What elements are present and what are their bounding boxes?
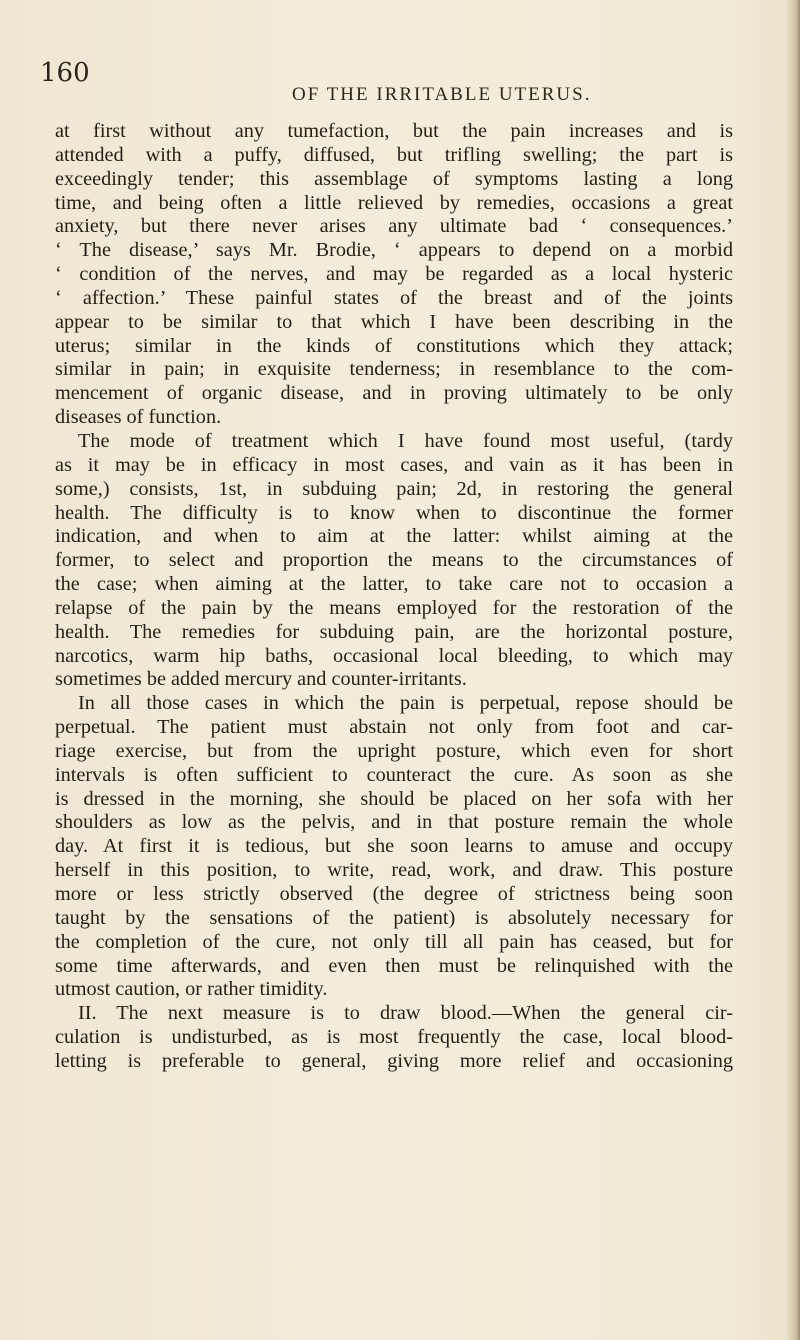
text-line: some time afterwards, and even then must be relinquished with the [55,954,733,977]
text-line: The mode of treatment which I have found most useful, (tardy [78,429,733,452]
text-line: at first without any tumefaction, but the pain increases and is [55,120,733,142]
text-line: anxiety, but there never arises any ultimate bad ‘ consequences.’ [55,215,733,238]
text-line: former, to select and proportion the means to the circumstances of [55,549,733,572]
page-number: 160 [40,58,90,88]
text-line: as it may be in efficacy in most cases, and vain as it has been in [55,453,733,476]
text-line: time, and being often a little relieved by remedies, occasions a great [55,191,733,214]
page-header [40,58,760,108]
text-line: sometimes be added mercury and counter-irritants. [55,668,467,691]
text-line: taught by the sensations of the patient) is absolutely necessary for [55,906,733,929]
text-line: utmost caution, or rather timidity. [55,978,328,1001]
text-line: letting is preferable to general, giving more relief and occasioning [55,1049,733,1072]
text-line: exceedingly tender; this assemblage of symptoms lasting a long [55,167,733,190]
text-line: day. At first it is tedious, but she soon learns to amuse and occupy [55,835,733,858]
body-text [55,120,733,1074]
text-line: health. The difficulty is to know when to discontinue the former [55,501,733,524]
text-line: indication, and when to aim at the latter: whilst aiming at the [55,525,733,548]
text-line: ‘ The disease,’ says Mr. Brodie, ‘ appears to depend on a morbid [55,239,733,262]
text-line: herself in this position, to write, read, work, and draw. This posture [55,859,733,882]
text-line: is dressed in the morning, she should be placed on her sofa with her [55,787,733,810]
text-line: ‘ affection.’ These painful states of the breast and of the joints [55,286,733,309]
text-line: narcotics, warm hip baths, occasional local bleeding, to which may [55,644,733,667]
running-title: OF THE IRRITABLE UTERUS. [292,84,592,105]
text-line: riage exercise, but from the upright posture, which even for short [55,739,733,762]
text-line: the case; when aiming at the latter, to take care not to occasion a [55,573,733,596]
text-line: intervals is often sufficient to counteract the cure. As soon as she [55,763,733,786]
page-edge-shadow [786,0,800,1340]
text-line: mencement of organic disease, and in proving ultimately to be only [55,382,733,405]
text-line: health. The remedies for subduing pain, are the horizontal posture, [55,620,733,643]
text-line: attended with a puffy, diffused, but trifling swelling; the part is [55,143,733,166]
text-line: culation is undisturbed, as is most frequently the case, local blood- [55,1026,733,1049]
text-line: relapse of the pain by the means employed for the restoration of the [55,596,733,619]
text-line: diseases of function. [55,406,222,429]
text-line: more or less strictly observed (the degree of strictness being soon [55,883,733,905]
text-line: some,) consists, 1st, in subduing pain; 2d, in restoring the general [55,477,733,500]
text-line: ‘ condition of the nerves, and may be regarded as a local hysteric [55,263,733,286]
text-line: similar in pain; in exquisite tenderness; in resemblance to the com- [55,358,733,381]
text-line: uterus; similar in the kinds of constitutions which they attack; [55,334,733,357]
text-line: II. The next measure is to draw blood.—When the general cir- [78,1002,733,1025]
text-line: the completion of the cure, not only till all pain has ceased, but for [55,930,733,953]
text-line: appear to be similar to that which I have been describing in the [55,310,733,333]
text-line: shoulders as low as the pelvis, and in that posture remain the whole [55,811,733,834]
text-line: In all those cases in which the pain is perpetual, repose should be [78,692,733,715]
text-line: perpetual. The patient must abstain not only from foot and car- [55,716,733,739]
